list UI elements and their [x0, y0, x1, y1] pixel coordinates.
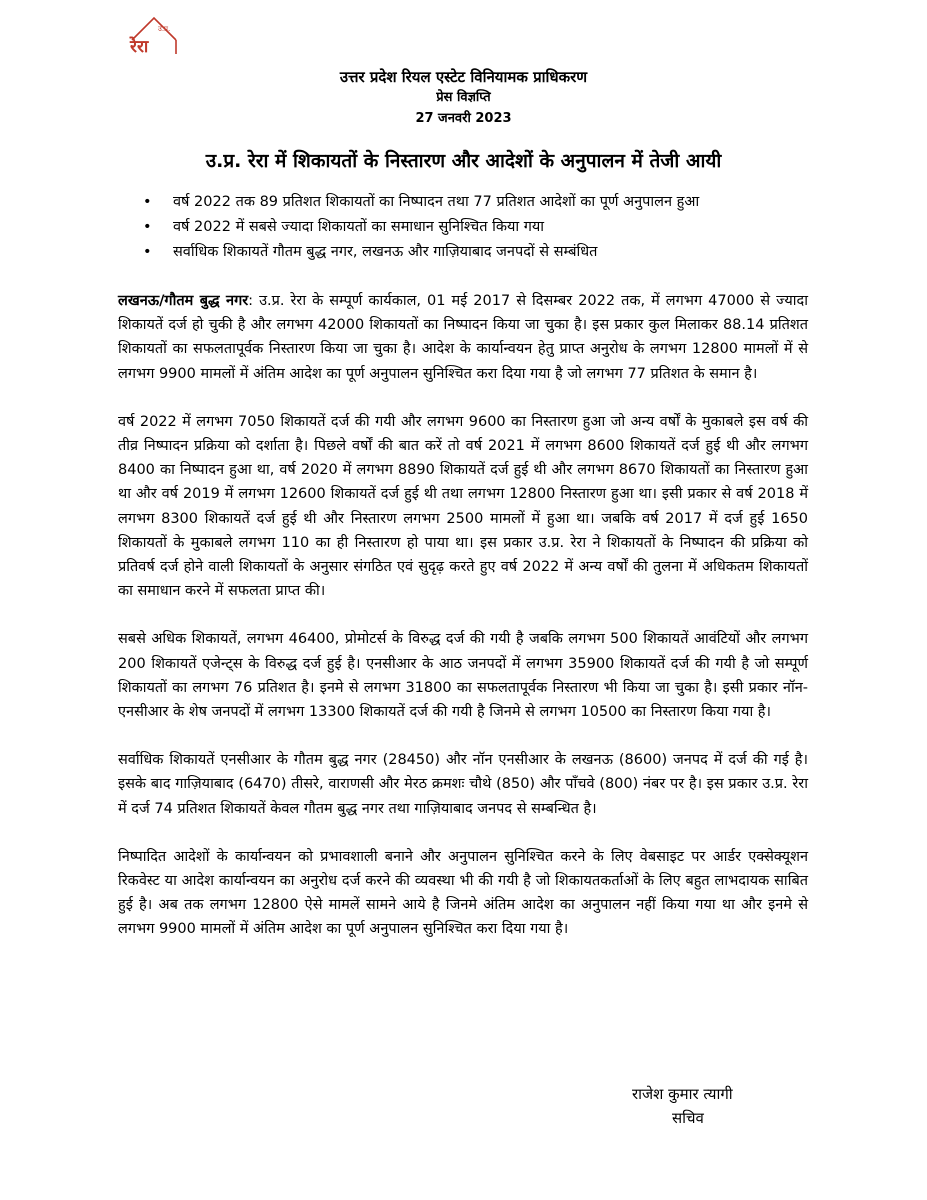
paragraph-3: सबसे अधिक शिकायतें, लगभग 46400, प्रोमोटर्स के विरुद्ध दर्ज की गयी है जबकि लगभग 500 शिकायतें आवंटियों और लगभग 200 शिकायतें एजेन्ट्स के विरुद्ध दर्ज हुई है। एनसीआर के आठ जनपदों में लगभग 35900 शिकायतें दर्ज की गयी है जो सम्पूर्ण शिकायतों का लगभग 76 प्रतिशत है। इनमे से लगभग 31800 का सफलतापूर्वक निस्तारण भी किया जा चुका है। इसी प्रकार नॉन-एनसीआर के शेष जनपदों में लगभग 13300 शिकायतें दर्ज की गयी है जिनमे से लगभग 10500 का निस्तारण किया गया है।: [118, 631, 808, 721]
svg-text:उ.प्र.: उ.प्र.: [158, 25, 171, 33]
paragraph-4: सर्वाधिक शिकायतें एनसीआर के गौतम बुद्ध नगर (28450) और नॉन एनसीआर के लखनऊ (8600) जनपद में दर्ज की गई है। इसके बाद गाज़ियाबाद (6470) तीसरे, वाराणसी और मेरठ क्रमशः चौथे (850) और पाँचवे (800) नंबर पर है। इस प्रकार उ.प्र. रेरा में दर्ज 74 प्रतिशत शिकायतें केवल गौतम बुद्ध नगर तथा गाज़ियाबाद जनपद से सम्बन्धित है।: [118, 752, 808, 817]
paragraph-5: निष्पादित आदेशों के कार्यान्वयन को प्रभावशाली बनाने और अनुपालन सुनिश्चित करने के लिए वेबसाइट पर आर्डर एक्सेक्यूशन रिकवेस्ट या आदेश कार्यान्वयन का अनुरोध दर्ज करने की व्यवस्था भी की गयी है जो शिकायतकर्ताओं के लिए बहुत लाभदायक साबित हुई है। अब तक लगभग 12800 ऐसे मामलें सामने आये है जिनमे अंतिम आदेश का अनुपालन नहीं किया गया था और इनमे से लगभग 9900 मामलों में अंतिम आदेश का पूर्ण अनुपालन सुनिश्चित करा दिया गया है।: [118, 848, 808, 938]
press-release-body: [118, 289, 808, 966]
signatory-name: राजेश कुमार त्यागी: [632, 1085, 733, 1103]
highlight-item: • वर्ष 2022 तक 89 प्रतिशत शिकायतों का निष्पादन तथा 77 प्रतिशत आदेशों का पूर्ण अनुपालन हुआ: [143, 190, 823, 215]
release-date: 27 जनवरी 2023: [415, 111, 512, 126]
highlights-list: [143, 190, 823, 265]
letterhead: [0, 66, 927, 130]
paragraph-2: वर्ष 2022 में लगभग 7050 शिकायतें दर्ज की गयी और लगभग 9600 का निस्तारण हुआ जो अन्य वर्षों के मुकाबले इस वर्ष की तीव्र निष्पादन प्रक्रिया को दर्शाता है। पिछले वर्षों की बात करें तो वर्ष 2021 में लगभग 8600 शिकायतें दर्ज हुई थी और लगभग 8400 का निष्पादन हुआ था, वर्ष 2020 में लगभग 8890 शिकायतें दर्ज हुई थी और लगभग 8670 शिकायतों का निस्तारण हुआ था और वर्ष 2019 में लगभग 12600 शिकायतें दर्ज हुई थी तथा लगभग 12800 निस्तारण हुआ था। इसी प्रकार से वर्ष 2018 में लगभग 8300 शिकायतें दर्ज हुई थी और निस्तारण लगभग 2500 मामलों में हुआ था। जबकि वर्ष 2017 में दर्ज हुई 1650 शिकायतों के मुकाबले लगभग 110 का ही निस्तारण हो पाया था। इस प्रकार उ.प्र. रेरा ने शिकायतों के निष्पादन की प्रक्रिया को प्रतिवर्ष दर्ज होने वाली शिकायतों के अनुसार संगठित एवं सुदृढ़ करते हुए वर्ष 2022 में अन्य वर्षों की तुलना में अधिकतम शिकायतों का समाधान करने में सफलता प्राप्त की।: [118, 413, 808, 600]
paragraph-1-text: : उ.प्र. रेरा के सम्पूर्ण कार्यकाल, 01 मई 2017 से दिसम्बर 2022 तक, में लगभग 47000 से ज्यादा शिकायतें दर्ज हो चुकी है और लगभग 42000 शिकायतों का निष्पादन किया जा चुका है। इस प्रकार कुल मिलाकर 88.14 प्रतिशत शिकायतों का सफलतापूर्वक निस्तारण किया जा चुका है। आदेश के कार्यान्वयन हेतु प्राप्त अनुरोध के लगभग 12800 मामलों में से लगभग 9900 मामलों में अंतिम आदेश का पूर्ण अनुपालन सुनिश्चित करा दिया गया है जो लगभग 77 प्रतिशत के समान है।: [118, 293, 808, 382]
highlight-item: • सर्वाधिक शिकायतें गौतम बुद्ध नगर, लखनऊ और गाज़ियाबाद जनपदों से सम्बंधित: [143, 240, 823, 265]
organization-name: उत्तर प्रदेश रियल एस्टेट विनियामक प्राधिकरण: [339, 68, 588, 86]
paragraph-1: [118, 289, 808, 386]
signatory-title: सचिव: [672, 1109, 704, 1127]
svg-text:रेरा: रेरा: [130, 37, 149, 57]
headline: उ.प्र. रेरा में शिकायतों के निस्तारण और आदेशों के अनुपालन में तेजी आयी: [205, 150, 722, 172]
rera-logo: [128, 14, 180, 58]
highlight-item: • वर्ष 2022 में सबसे ज्यादा शिकायतों का समाधान सुनिश्चित किया गया: [143, 215, 823, 240]
signature-block: [632, 1082, 733, 1130]
dateline: लखनऊ/गौतम बुद्ध नगर: [118, 293, 249, 309]
document-type: प्रेस विज्ञप्ति: [436, 90, 491, 105]
